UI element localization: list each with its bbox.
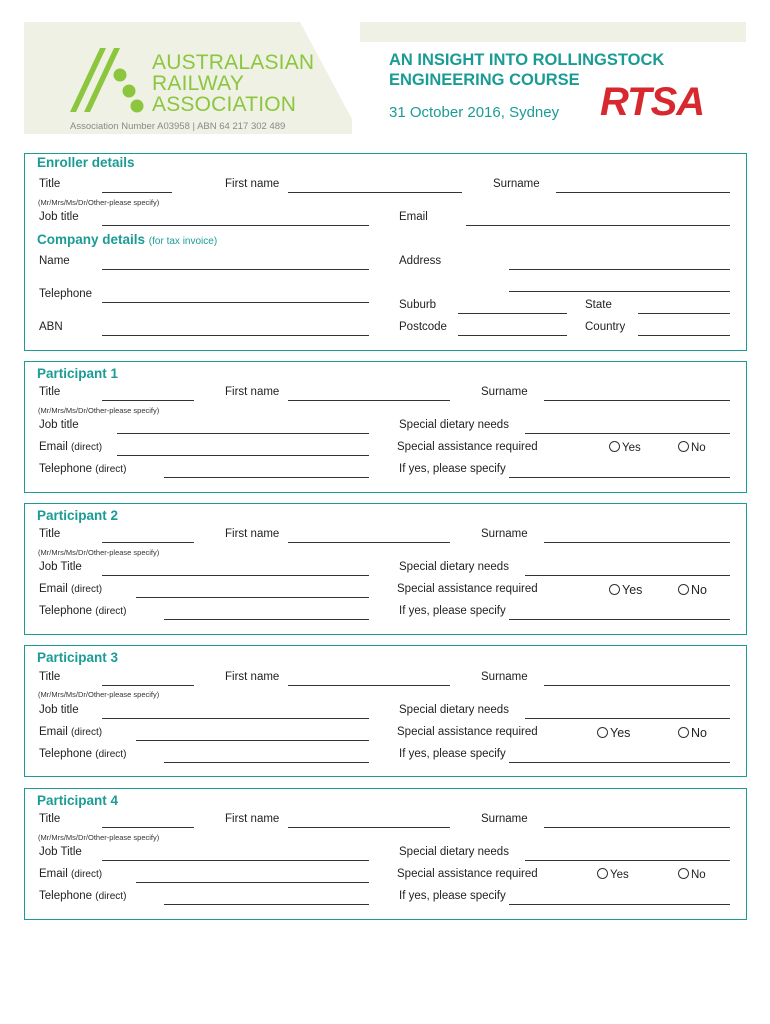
- company-heading-text: Company details: [37, 232, 146, 247]
- participant-4-first-name-label: First name: [225, 813, 280, 825]
- participant-2-yes-radio[interactable]: [609, 584, 620, 595]
- enroller-title-label: Title: [39, 178, 61, 190]
- participant-2-yes-option[interactable]: [609, 583, 642, 597]
- participant-1-telephone-label-text: Telephone: [39, 463, 93, 475]
- participant-2-telephone-field[interactable]: [164, 619, 369, 620]
- company-name-field[interactable]: [102, 269, 369, 270]
- participant-4-dietary-field[interactable]: [525, 860, 730, 861]
- participant-2-assistance-label: Special assistance required: [397, 583, 538, 595]
- company-heading: [37, 232, 217, 247]
- company-abn-field[interactable]: [102, 335, 369, 336]
- enroller-email-label: Email: [399, 211, 428, 223]
- participant-2-specify-field[interactable]: [509, 619, 730, 620]
- company-heading-note: (for tax invoice): [148, 236, 218, 247]
- participant-2-title-hint: (Mr/Mrs/Ms/Dr/Other-please specify): [38, 548, 160, 557]
- participant-1-email-field[interactable]: [117, 455, 369, 456]
- participant-4-email-label-text: Email: [39, 868, 68, 880]
- participant-4-no-option[interactable]: [678, 868, 706, 881]
- participant-2-specify-label: If yes, please specify: [399, 605, 506, 617]
- participant-3-no-radio[interactable]: [678, 727, 689, 738]
- participant-4-heading: Participant 4: [37, 793, 119, 808]
- participant-4-job-title-label: Job Title: [39, 846, 82, 858]
- participant-3-surname-label: Surname: [481, 671, 528, 683]
- participant-4-email-field[interactable]: [136, 882, 369, 883]
- participant-3-job-title-field[interactable]: [102, 718, 369, 719]
- participant-3-email-label: [39, 726, 102, 738]
- enroller-email-field[interactable]: [466, 225, 730, 226]
- participant-3-telephone-label: [39, 748, 126, 760]
- participant-3-specify-label: If yes, please specify: [399, 748, 506, 760]
- participant-4-specify-label: If yes, please specify: [399, 890, 506, 902]
- participant-1-email-label-text: Email: [39, 441, 68, 453]
- participant-3-title-field[interactable]: [102, 685, 194, 686]
- participant-3-title-label: Title: [39, 671, 61, 683]
- participant-2-section: [24, 503, 747, 635]
- company-address-label: Address: [399, 255, 442, 267]
- participant-1-email-note: (direct): [70, 442, 103, 453]
- company-state-label: State: [585, 299, 612, 311]
- course-date: 31 October 2016, Sydney: [389, 104, 560, 121]
- enroller-first-name-label: First name: [225, 178, 280, 190]
- company-postcode-field[interactable]: [458, 335, 567, 336]
- participant-2-surname-field[interactable]: [544, 542, 730, 543]
- participant-2-surname-label: Surname: [481, 528, 528, 540]
- participant-4-title-label: Title: [39, 813, 61, 825]
- course-title-line-2: ENGINEERING COURSE: [389, 71, 580, 89]
- participant-1-surname-field[interactable]: [544, 400, 730, 401]
- company-address-field-2[interactable]: [509, 291, 730, 292]
- participant-2-first-name-label: First name: [225, 528, 280, 540]
- association-name-line-2: RAILWAY: [152, 72, 245, 95]
- participant-4-specify-field[interactable]: [509, 904, 730, 905]
- participant-1-yes-radio[interactable]: [609, 441, 620, 452]
- participant-1-assistance-label: Special assistance required: [397, 441, 538, 453]
- participant-1-heading: Participant 1: [37, 366, 119, 381]
- participant-1-no-option[interactable]: [678, 441, 706, 454]
- participant-2-email-label-text: Email: [39, 583, 68, 595]
- participant-4-telephone-label-text: Telephone: [39, 890, 93, 902]
- participant-1-telephone-label: [39, 463, 126, 475]
- company-suburb-field[interactable]: [458, 313, 567, 314]
- participant-3-telephone-note: (direct): [95, 749, 127, 760]
- participant-1-yes-option[interactable]: [609, 441, 641, 454]
- participant-4-telephone-note: (direct): [95, 891, 127, 902]
- participant-3-telephone-field[interactable]: [164, 762, 369, 763]
- participant-2-no-option[interactable]: [678, 583, 707, 597]
- participant-4-assistance-label: Special assistance required: [397, 868, 538, 880]
- participant-3-surname-field[interactable]: [544, 685, 730, 686]
- participant-3-first-name-field[interactable]: [288, 685, 450, 686]
- participant-1-specify-label: If yes, please specify: [399, 463, 506, 475]
- participant-3-email-field[interactable]: [136, 740, 369, 741]
- participant-2-telephone-label: [39, 605, 126, 617]
- participant-3-title-hint: (Mr/Mrs/Ms/Dr/Other-please specify): [38, 690, 160, 699]
- participant-4-email-label: [39, 868, 102, 880]
- participant-4-yes-label: Yes: [610, 869, 629, 881]
- participant-1-job-title-label: Job title: [39, 419, 79, 431]
- enroller-job-title-label: Job title: [39, 211, 79, 223]
- company-address-field-1[interactable]: [509, 269, 730, 270]
- participant-2-email-field[interactable]: [136, 597, 369, 598]
- participant-3-yes-label: Yes: [610, 726, 631, 740]
- participant-2-first-name-field[interactable]: [288, 542, 450, 543]
- company-suburb-label: Suburb: [399, 299, 437, 311]
- company-telephone-field[interactable]: [102, 302, 369, 303]
- participant-1-section: [24, 361, 747, 493]
- participant-4-first-name-field[interactable]: [288, 827, 450, 828]
- association-name-line-3: ASSOCIATION: [152, 93, 297, 116]
- enroller-company-section: [24, 153, 747, 351]
- participant-2-telephone-label-text: Telephone: [39, 605, 93, 617]
- enroller-surname-field[interactable]: [556, 192, 730, 193]
- participant-1-first-name-label: First name: [225, 386, 280, 398]
- company-country-field[interactable]: [638, 335, 730, 336]
- participant-2-email-label: [39, 583, 102, 595]
- participant-1-telephone-field[interactable]: [164, 477, 369, 478]
- participant-3-email-label-text: Email: [39, 726, 68, 738]
- participant-2-dietary-field[interactable]: [525, 575, 730, 576]
- company-country-label: Country: [585, 321, 626, 333]
- participant-4-title-field[interactable]: [102, 827, 194, 828]
- participant-4-surname-label: Surname: [481, 813, 528, 825]
- participant-1-no-radio[interactable]: [678, 441, 689, 452]
- participant-1-first-name-field[interactable]: [288, 400, 450, 401]
- participant-1-title-hint: (Mr/Mrs/Ms/Dr/Other-please specify): [38, 406, 160, 415]
- participant-3-job-title-label: Job title: [39, 704, 79, 716]
- participant-1-no-label: No: [691, 442, 706, 454]
- participant-4-yes-radio[interactable]: [597, 868, 608, 879]
- participant-4-job-title-field[interactable]: [102, 860, 369, 861]
- enroller-first-name-field[interactable]: [288, 192, 462, 193]
- participant-1-job-title-field[interactable]: [117, 433, 369, 434]
- participant-4-no-radio[interactable]: [678, 868, 689, 879]
- participant-2-telephone-note: (direct): [95, 606, 127, 617]
- participant-4-section: [24, 788, 747, 920]
- participant-1-telephone-note: (direct): [95, 464, 127, 475]
- participant-1-dietary-field[interactable]: [525, 433, 730, 434]
- company-abn-label: ABN: [39, 321, 63, 333]
- participant-3-dietary-label: Special dietary needs: [399, 704, 509, 716]
- participant-4-yes-option[interactable]: [597, 868, 629, 881]
- enroller-job-title-field[interactable]: [102, 225, 369, 226]
- association-name: [152, 52, 314, 115]
- participant-1-title-label: Title: [39, 386, 61, 398]
- participant-3-assistance-label: Special assistance required: [397, 726, 538, 738]
- participant-1-dietary-label: Special dietary needs: [399, 419, 509, 431]
- participant-4-email-note: (direct): [70, 869, 103, 880]
- participant-1-email-label: [39, 441, 102, 453]
- participant-4-no-label: No: [691, 869, 706, 881]
- participant-2-dietary-label: Special dietary needs: [399, 561, 509, 573]
- participant-4-title-hint: (Mr/Mrs/Ms/Dr/Other-please specify): [38, 833, 160, 842]
- participant-3-section: [24, 645, 747, 777]
- company-telephone-label: Telephone: [39, 288, 93, 300]
- participant-2-title-field[interactable]: [102, 542, 194, 543]
- participant-4-telephone-label: [39, 890, 126, 902]
- enroller-surname-label: Surname: [493, 178, 540, 190]
- participant-3-telephone-label-text: Telephone: [39, 748, 93, 760]
- participant-1-yes-label: Yes: [622, 442, 641, 454]
- participant-4-surname-field[interactable]: [544, 827, 730, 828]
- association-number: Association Number A03958 | ABN 64 217 302 489: [70, 121, 286, 132]
- participant-2-job-title-label: Job Title: [39, 561, 82, 573]
- participant-4-dietary-label: Special dietary needs: [399, 846, 509, 858]
- participant-1-surname-label: Surname: [481, 386, 528, 398]
- participant-3-yes-option[interactable]: [597, 726, 630, 740]
- participant-2-title-label: Title: [39, 528, 61, 540]
- company-postcode-label: Postcode: [399, 321, 447, 333]
- participant-3-no-label: No: [691, 726, 707, 740]
- participant-2-yes-label: Yes: [622, 583, 643, 597]
- participant-3-heading: Participant 3: [37, 650, 119, 665]
- participant-1-title-field[interactable]: [102, 400, 194, 401]
- participant-2-email-note: (direct): [70, 584, 103, 595]
- participant-3-dietary-field[interactable]: [525, 718, 730, 719]
- enroller-heading: Enroller details: [37, 155, 135, 170]
- participant-3-first-name-label: First name: [225, 671, 280, 683]
- participant-4-telephone-field[interactable]: [164, 904, 369, 905]
- participant-1-specify-field[interactable]: [509, 477, 730, 478]
- participant-2-heading: Participant 2: [37, 508, 119, 523]
- participant-2-no-label: No: [691, 583, 707, 597]
- course-title-line-1: AN INSIGHT INTO ROLLINGSTOCK: [389, 51, 665, 69]
- association-name-line-1: AUSTRALASIAN: [152, 51, 315, 74]
- participant-2-job-title-field[interactable]: [102, 575, 369, 576]
- participant-2-no-radio[interactable]: [678, 584, 689, 595]
- company-state-field[interactable]: [638, 313, 730, 314]
- rtsa-logo: RTSA: [600, 80, 705, 124]
- participant-3-specify-field[interactable]: [509, 762, 730, 763]
- enroller-title-field[interactable]: [102, 192, 172, 193]
- participant-3-email-note: (direct): [70, 727, 103, 738]
- participant-3-yes-radio[interactable]: [597, 727, 608, 738]
- ara-logo-icon: [66, 44, 150, 116]
- participant-3-no-option[interactable]: [678, 726, 707, 740]
- company-name-label: Name: [39, 255, 70, 267]
- enroller-title-hint: (Mr/Mrs/Ms/Dr/Other-please specify): [38, 198, 160, 207]
